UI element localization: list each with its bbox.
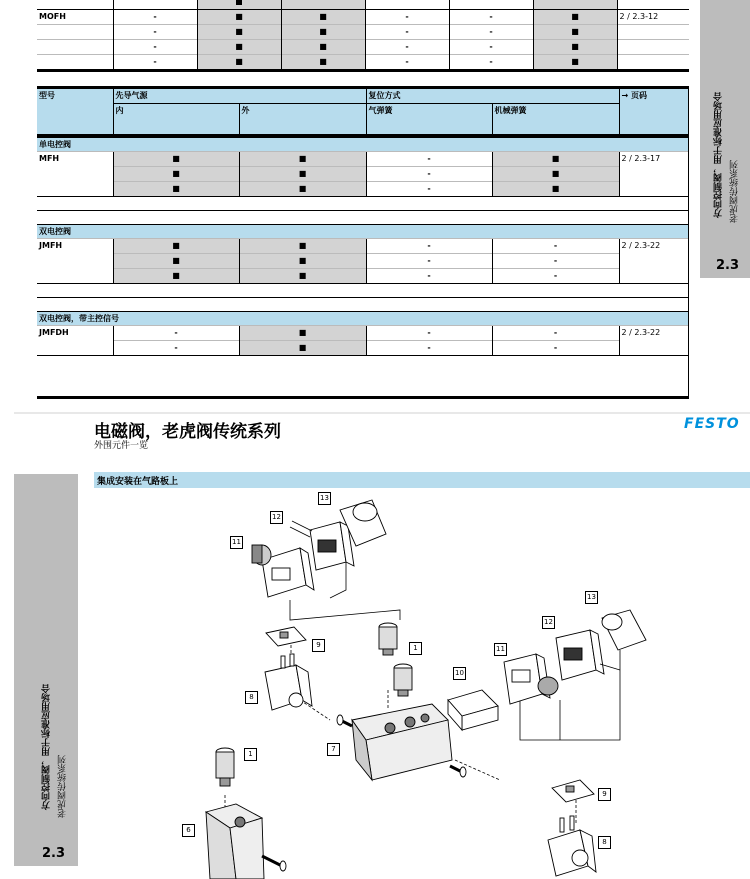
cell: ■ (113, 253, 239, 268)
page-subtitle: 外围元件一览 (94, 441, 149, 451)
cell: - (366, 340, 492, 355)
callout-10: 10 (453, 667, 466, 680)
section-title: 单电控阀 (37, 137, 689, 151)
cell: ■ (281, 55, 365, 70)
cell: ■ (239, 238, 366, 253)
callout-12: 12 (542, 616, 555, 629)
cell: ■ (533, 10, 617, 25)
callout-9: 9 (312, 639, 325, 652)
callout-8: 8 (245, 691, 258, 704)
cell: - (492, 268, 619, 283)
page-ref: 2 / 2.3-17 (619, 151, 689, 196)
header-model: 型号 (37, 89, 113, 134)
cell: - (365, 40, 449, 55)
page-ref: 2 / 2.3-12 (617, 10, 689, 25)
cell: - (365, 25, 449, 40)
model-cell: MOFH (37, 10, 113, 25)
callout-12: 12 (270, 511, 283, 524)
callout-7: 7 (327, 743, 340, 756)
cell: - (113, 340, 239, 355)
cell: ■ (281, 25, 365, 40)
cell: ■ (239, 181, 366, 196)
callout-13: 13 (318, 492, 331, 505)
cell: - (366, 253, 492, 268)
callout-1: 1 (409, 642, 422, 655)
cell: ■ (239, 325, 366, 340)
cell: - (113, 40, 197, 55)
callout-13: 13 (585, 591, 598, 604)
cell: - (492, 253, 619, 268)
header-page: → 页码 (619, 89, 689, 134)
cell: - (492, 340, 619, 355)
callout-11: 11 (494, 643, 507, 656)
model-cell: JMFDH (37, 325, 113, 355)
callout-6: 6 (182, 824, 195, 837)
side-tab-title: 方向控制阀，用于标准应用场合 (42, 684, 52, 810)
cell: ■ (239, 151, 366, 166)
side-tab-subtitle: 老虎阀传统系列 (730, 160, 740, 223)
cell: ■ (197, 25, 281, 40)
cell: ■ (239, 166, 366, 181)
callout-11: 11 (230, 536, 243, 549)
model-cell: MFH (37, 151, 113, 196)
cell: - (366, 268, 492, 283)
header-reset-mech: 机械弹簧 (492, 104, 619, 135)
cell: - (365, 55, 449, 70)
header-pilot: 先导气源 (113, 89, 366, 104)
header-reset: 复位方式 (366, 89, 619, 104)
callout-9: 9 (598, 788, 611, 801)
cell: ■ (239, 253, 366, 268)
cell: - (449, 55, 533, 70)
cell: - (366, 181, 492, 196)
cell: - (365, 10, 449, 25)
side-tab-subtitle: 老虎阀传统系列 (58, 755, 68, 818)
header-reset-air: 气弹簧 (366, 104, 492, 135)
page-ref: 2 / 2.3-22 (619, 325, 689, 355)
cell: ■ (239, 340, 366, 355)
page-title: 电磁阀，老虎阀传统系列 (94, 422, 281, 442)
cell: ■ (533, 55, 617, 70)
callout-1: 1 (244, 748, 257, 761)
cell: - (366, 238, 492, 253)
side-tab-number: 2.3 (42, 846, 66, 861)
cell: - (449, 25, 533, 40)
cell: - (366, 151, 492, 166)
cell: ■ (113, 181, 239, 196)
cell: ■ (492, 166, 619, 181)
cell: - (113, 25, 197, 40)
side-tab-number: 2.3 (716, 258, 740, 273)
cell: - (113, 55, 197, 70)
cell: ■ (113, 151, 239, 166)
festo-logo: FESTO (684, 416, 740, 432)
cell: ■ (281, 10, 365, 25)
cell: - (492, 325, 619, 340)
side-tab-title: 方向控制阀，用于标准应用场合 (714, 92, 724, 218)
section-title: 双电控阀，带主控信号 (37, 311, 689, 325)
cell: - (366, 325, 492, 340)
cell: ■ (113, 238, 239, 253)
cell: ■ (533, 25, 617, 40)
cell: ■ (113, 268, 239, 283)
section-bar-label: 集成安装在气路板上 (97, 477, 179, 487)
model-cell: JMFH (37, 238, 113, 283)
callout-8: 8 (598, 836, 611, 849)
section-title: 双电控阀 (37, 224, 689, 238)
header-pilot-in: 内 (113, 104, 239, 135)
cell: ■ (492, 151, 619, 166)
cell: ■ (197, 10, 281, 25)
header-pilot-out: 外 (239, 104, 366, 135)
cell: - (492, 238, 619, 253)
cell: ■ (239, 268, 366, 283)
cell: - (449, 10, 533, 25)
cell: ■ (197, 55, 281, 70)
cell: - (113, 325, 239, 340)
cell: ■ (492, 181, 619, 196)
cell: ■ (533, 40, 617, 55)
page-ref: 2 / 2.3-22 (619, 238, 689, 283)
cell: ■ (197, 40, 281, 55)
cell: - (113, 10, 197, 25)
cell: ■ (281, 40, 365, 55)
cell: - (449, 40, 533, 55)
cell: ■ (113, 166, 239, 181)
cell: - (366, 166, 492, 181)
